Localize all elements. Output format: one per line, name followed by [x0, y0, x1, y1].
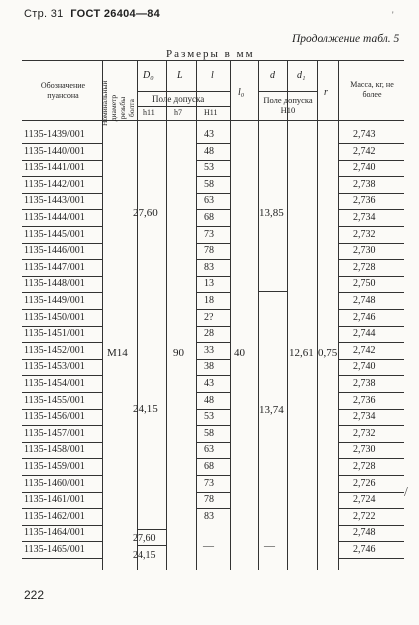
- row-code: 1135-1443/001: [24, 195, 85, 207]
- row-mass: 2,734: [353, 411, 376, 423]
- col-head-L: L: [177, 70, 183, 81]
- col-head-d0: D₀: [143, 70, 154, 81]
- row-l: 33: [204, 344, 214, 356]
- row-code: 1135-1457/001: [24, 427, 85, 439]
- row-code: 1135-1462/001: [24, 510, 85, 522]
- row-code: 1135-1448/001: [24, 278, 85, 290]
- d0-value-b: 24,15: [133, 403, 158, 415]
- row-mass: 2,730: [353, 245, 376, 257]
- row-l: 13: [204, 278, 214, 290]
- col-head-tolerance: Поле допуска: [152, 94, 205, 104]
- col-line-6: [258, 60, 259, 570]
- row-l: 53: [204, 162, 214, 174]
- row-l: 2?: [204, 311, 214, 323]
- row-mass: 2,746: [353, 311, 376, 323]
- d-dash: —: [264, 540, 275, 552]
- col-head-h7: h7: [174, 108, 182, 117]
- row-mass: 2,744: [353, 328, 376, 340]
- row-mass: 2,728: [353, 461, 376, 472]
- row-code: 1135-1444/001: [24, 212, 85, 223]
- page-header-left: [24, 8, 160, 20]
- col-head-d: d: [270, 70, 275, 81]
- row-code: 1135-1459/001: [24, 461, 85, 472]
- L-value: 90: [173, 347, 184, 359]
- row-code: 1135-1442/001: [24, 178, 85, 190]
- row-code: 1135-1465/001: [24, 544, 85, 555]
- col-head-tolerance-h10: Поле допуска H10: [263, 95, 313, 115]
- thread-value: M14: [107, 347, 128, 359]
- row-code: 1135-1455/001: [24, 394, 85, 406]
- row-code: 1135-1446/001: [24, 245, 85, 257]
- col-head-l0: l₀: [238, 87, 245, 98]
- col-line-1: [102, 120, 103, 570]
- row-code: 1135-1454/001: [24, 378, 85, 389]
- row-mass: 2,726: [353, 477, 376, 489]
- row-l: 53: [204, 411, 214, 423]
- col-line-3: [166, 60, 167, 570]
- row-l: 63: [204, 195, 214, 207]
- row-mass: 2,732: [353, 228, 376, 240]
- col-head-d1: d₁: [297, 70, 306, 81]
- d0-value-c: 27,60: [133, 533, 156, 544]
- d-section-separator: [258, 291, 287, 292]
- row-l: 48: [204, 394, 214, 406]
- row-code: 1135-1445/001: [24, 228, 85, 240]
- col-line-7: [287, 60, 288, 570]
- row-l: 78: [204, 494, 214, 506]
- col-line-8: [317, 60, 318, 570]
- header-sub-line-3: [137, 106, 230, 107]
- row-l: 83: [204, 261, 214, 273]
- row-mass: 2,748: [353, 527, 376, 539]
- page-label: Стр. 31: [24, 8, 64, 20]
- row-l: 48: [204, 145, 214, 157]
- col-head-thread: Номинальный диаметр резьбы болта: [100, 80, 136, 126]
- row-line-code: [22, 558, 102, 559]
- col-line-2: [137, 60, 138, 570]
- col-head-H11: H11: [204, 108, 218, 117]
- scan-mark: /: [404, 485, 408, 500]
- row-mass: 2,748: [353, 295, 376, 306]
- continuation-label: Продолжение табл. 5: [292, 33, 400, 45]
- row-code: 1135-1439/001: [24, 129, 85, 140]
- row-mass: 2,743: [353, 129, 376, 140]
- col-line-9: [338, 60, 339, 570]
- row-mass: 2,732: [353, 427, 376, 439]
- row-code: 1135-1447/001: [24, 261, 85, 273]
- row-mass: 2,734: [353, 212, 376, 223]
- row-mass: 2,736: [353, 394, 376, 406]
- col-head-h11: h11: [143, 108, 155, 117]
- row-mass: 2,730: [353, 444, 376, 456]
- row-code: 1135-1452/001: [24, 344, 85, 356]
- row-code: 1135-1464/001: [24, 527, 85, 539]
- table-top-border: [22, 60, 404, 61]
- l-dash: —: [203, 540, 214, 552]
- row-mass: 2,728: [353, 261, 376, 273]
- row-line-mass: [338, 558, 404, 559]
- row-code: 1135-1441/001: [24, 162, 85, 174]
- row-l: 58: [204, 427, 214, 439]
- row-l: 43: [204, 378, 214, 389]
- row-mass: 2,724: [353, 494, 376, 506]
- row-l: 73: [204, 228, 214, 240]
- d0-separator-2: [137, 545, 166, 546]
- row-l: 43: [204, 129, 214, 140]
- row-code: 1135-1450/001: [24, 311, 85, 323]
- row-l: 18: [204, 295, 214, 306]
- row-code: 1135-1440/001: [24, 145, 85, 157]
- d-value-b: 13,74: [259, 404, 284, 416]
- row-l: 38: [204, 361, 214, 373]
- d-value-a: 13,85: [259, 207, 284, 219]
- col-head-r: r: [324, 87, 328, 98]
- d0-separator-1: [137, 529, 166, 530]
- row-mass: 2,740: [353, 361, 376, 373]
- r-value: 0,75: [318, 347, 338, 359]
- standard-number: ГОСТ 26404—84: [70, 8, 161, 20]
- col-line-5: [230, 60, 231, 570]
- header-sub-line-1: [137, 91, 230, 92]
- row-l: 58: [204, 178, 214, 190]
- row-l: 73: [204, 477, 214, 489]
- row-code: 1135-1449/001: [24, 295, 85, 306]
- row-mass: 2,740: [353, 162, 376, 174]
- row-mass: 2,722: [353, 510, 376, 522]
- row-mass: 2,742: [353, 145, 376, 157]
- row-mass: 2,738: [353, 378, 376, 389]
- row-code: 1135-1460/001: [24, 477, 85, 489]
- page-number: 222: [24, 588, 45, 602]
- row-l: 28: [204, 328, 214, 340]
- row-mass: 2,738: [353, 178, 376, 190]
- row-l: 78: [204, 245, 214, 257]
- d1-value: 12,61: [289, 347, 314, 359]
- d0-value-d: 24,15: [133, 550, 156, 561]
- col-head-l: l: [211, 70, 214, 81]
- row-mass: 2,736: [353, 195, 376, 207]
- row-mass: 2,742: [353, 344, 376, 356]
- scan-mark: ': [392, 10, 394, 20]
- row-mass: 2,746: [353, 544, 376, 555]
- row-code: 1135-1451/001: [24, 328, 85, 340]
- row-l: 68: [204, 461, 214, 472]
- row-code: 1135-1453/001: [24, 361, 85, 373]
- d0-value-a: 27,60: [133, 207, 158, 219]
- col-head-mass: Масса, кг, не более: [350, 80, 394, 99]
- row-code: 1135-1461/001: [24, 494, 85, 506]
- row-code: 1135-1458/001: [24, 444, 85, 456]
- row-l: 63: [204, 444, 214, 456]
- units-caption: Размеры в мм: [166, 48, 255, 60]
- header-bottom-border: [22, 120, 404, 121]
- row-mass: 2,750: [353, 278, 376, 290]
- col-line-4: [196, 60, 197, 570]
- row-l: 68: [204, 212, 214, 223]
- l0-value: 40: [234, 347, 245, 359]
- col-head-designation: Обозначение пуансона: [40, 81, 86, 100]
- row-l: 83: [204, 510, 214, 522]
- row-code: 1135-1456/001: [24, 411, 85, 423]
